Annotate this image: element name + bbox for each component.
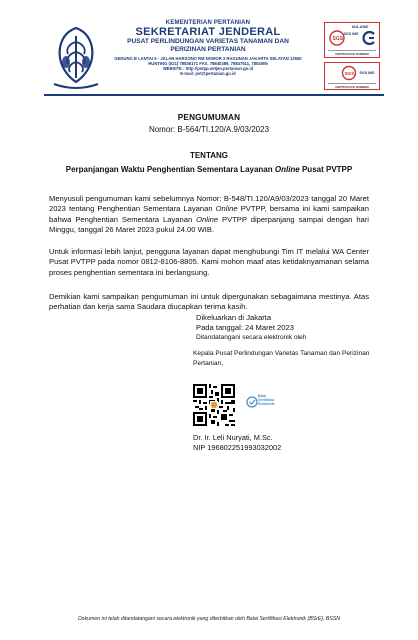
issue-date: Pada tanggal: 24 Maret 2023 bbox=[196, 323, 294, 332]
kan-logo-icon bbox=[361, 30, 377, 46]
ministry-logo-icon bbox=[44, 22, 108, 92]
cert-badge-label: SGS IMS bbox=[359, 71, 375, 75]
certification-badge bbox=[324, 62, 380, 90]
paragraph-1 bbox=[49, 194, 369, 235]
cert-badge-top-label: IAS-ANE bbox=[351, 24, 369, 29]
letterhead bbox=[44, 20, 384, 95]
subject-text: Perpanjangan Waktu Penghentian Sementara Layanan bbox=[65, 165, 275, 174]
about-label: TENTANG bbox=[189, 151, 229, 160]
bsre-label: Balai Sertifikasi Elektronik bbox=[258, 394, 275, 407]
paragraph-2: Untuk informasi lebih lanjut, pengguna layanan dapat menghubungi Tim IT melalui WA Center Pusat PVTPP pada nomor 0812-8106-8805. Kami mohon maaf atas ketidaknyamanan selama proses penghentian sementara ini berlangsung. bbox=[49, 247, 369, 277]
letterhead-rule bbox=[44, 94, 384, 96]
paragraph-emphasis: Online bbox=[196, 214, 219, 224]
secretariat-name: SEKRETARIAT JENDERAL bbox=[135, 26, 281, 38]
cert-caption: CERTIFICATE NUMBER bbox=[335, 52, 369, 56]
center-name: PUSAT PERLINDUNGAN VARIETAS TANAMAN DAN PERIZINAN PERTANIAN bbox=[127, 38, 289, 53]
signer-title: Kepala Pusat Perlindungan Varietas Tanaman dan Perizinan Pertanian, bbox=[193, 350, 370, 367]
website: WEBSITE : http://pvtpp.setjen.pertanian.go.id bbox=[162, 66, 254, 71]
document-number: Nomor: B-564/TI.120/A.9/03/2023 bbox=[148, 125, 270, 134]
paragraph-text: PVTPP diperpanjang sampai dengan hari Minggu, tanggal 26 Maret 2023 pukul 24.00 WIB. bbox=[49, 214, 369, 234]
phone-fax: HUNTING (021) 78836171 FAX. 78840389, 78847511, 7804006 bbox=[148, 61, 268, 66]
paragraph-text: PVTPP, bersama ini kami sampaikan bahwa Penghentian Sementara Layanan bbox=[49, 204, 369, 224]
certification-badge bbox=[324, 22, 380, 58]
cert-divider bbox=[328, 83, 376, 84]
announcement-heading: PENGUMUMAN bbox=[177, 113, 241, 122]
address: GEDUNG B LANTAI 5 - JALAN HARSONO RM NOMOR 3 RAGUNAN JAKARTA SELATAN 12550 bbox=[114, 56, 302, 61]
paragraph-emphasis: Online bbox=[215, 204, 238, 214]
esignature-note: Ditandatangani secara elektronik oleh bbox=[196, 334, 307, 341]
email: E-mail: pvt@pertanian.go.id bbox=[180, 71, 236, 76]
cert-divider bbox=[328, 50, 376, 51]
subject-emphasis: Online bbox=[274, 165, 300, 174]
qr-code-icon bbox=[193, 384, 235, 426]
issue-place: Dikeluarkan di Jakarta bbox=[196, 313, 272, 322]
footer-note: Dokumen ini telah ditandatangani secara elektronik yang diterbitkan oleh Balai Sertifikasi Elektronik (BSrE), BSSN bbox=[77, 616, 341, 622]
svg-text:SGS: SGS bbox=[344, 71, 355, 76]
subject-line bbox=[0, 165, 418, 174]
subject-text-end: Pusat PVTPP bbox=[299, 165, 353, 174]
paragraph-text: Menyusuli pengumuman kami sebelumnya Nomor: B-548/TI.120/A9/03/2023 tanggal 20 Maret 2023 tentang Penghentian Sementara Layanan bbox=[49, 194, 369, 214]
signer-name: Dr. Ir. Leli Nuryati, M.Sc. bbox=[193, 433, 273, 442]
cert-caption: CERTIFICATE NUMBER bbox=[335, 85, 369, 89]
signer-nip: NIP 196802251993032002 bbox=[193, 443, 282, 452]
cert-badge-label: SGS IMS bbox=[343, 32, 359, 36]
svg-text:SGS: SGS bbox=[332, 36, 344, 42]
paragraph-3: Demikian kami sampaikan pengumuman ini untuk dipergunakan sebagaimana mestinya. Atas perhatian dan kerja sama Saudara diucapkan terima kasih. bbox=[49, 292, 369, 312]
ministry-name: KEMENTERIAN PERTANIAN bbox=[165, 20, 251, 26]
letterhead-text bbox=[110, 20, 306, 76]
